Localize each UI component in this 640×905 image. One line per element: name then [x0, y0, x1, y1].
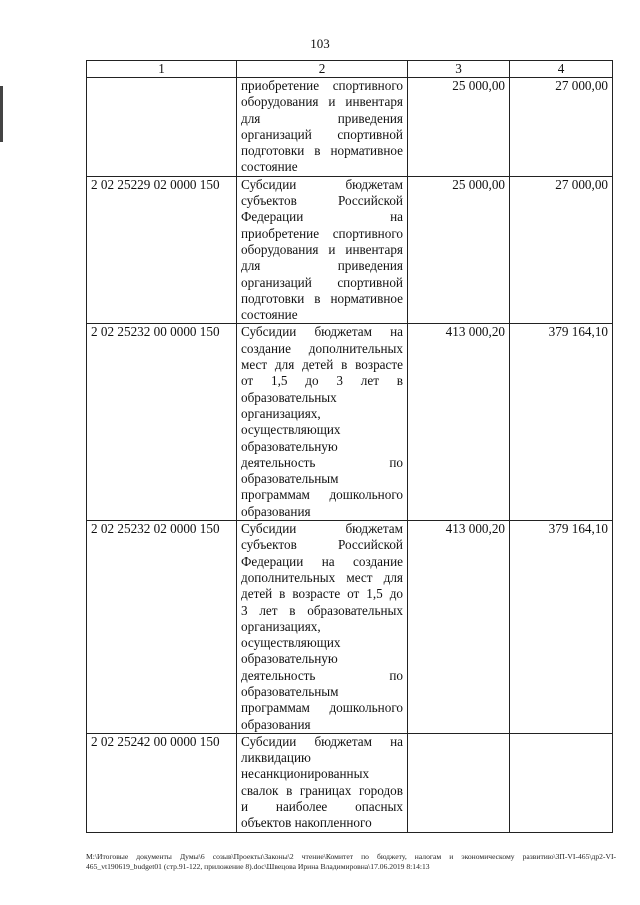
description-line: деятельность по	[241, 667, 403, 683]
description-line: образовательным	[241, 683, 339, 699]
description-line: для приведения	[241, 110, 403, 126]
description-line: от 1,5 до 3 лет в	[241, 373, 403, 389]
amount-col4-cell: 379 164,10	[510, 521, 613, 734]
description-line: объектов накопленного	[241, 815, 372, 831]
amount-col4-cell	[510, 733, 613, 832]
budget-code-cell: 2 02 25232 02 0000 150	[87, 521, 237, 734]
amount-col3-cell: 25 000,00	[408, 78, 510, 177]
description-line: образовательным	[241, 471, 339, 487]
description-line: Субсидии бюджетам	[241, 521, 403, 537]
description-line: ликвидацию	[241, 750, 311, 766]
budget-code-cell	[87, 78, 237, 177]
column-header-2: 2	[237, 61, 408, 78]
description-line: осуществляющих	[241, 635, 341, 651]
margin-mark	[0, 86, 3, 142]
description-cell	[237, 78, 408, 177]
table-row	[87, 324, 613, 521]
description-line: организаций спортивной	[241, 274, 403, 290]
description-line: оборудования и инвентаря	[241, 241, 403, 257]
budget-code-cell: 2 02 25229 02 0000 150	[87, 176, 237, 324]
amount-col4-cell: 27 000,00	[510, 176, 613, 324]
amount-col3-cell: 25 000,00	[408, 176, 510, 324]
budget-code-cell: 2 02 25242 00 0000 150	[87, 733, 237, 832]
amount-col3-cell	[408, 733, 510, 832]
description-line: подготовки в нормативное	[241, 143, 403, 159]
description-line: дополнительных мест для	[241, 569, 403, 585]
description-line: 3 лет в образовательных	[241, 602, 403, 618]
description-line: Субсидии бюджетам	[241, 176, 403, 192]
amount-col4-cell: 27 000,00	[510, 78, 613, 177]
description-line: осуществляющих	[241, 422, 341, 438]
description-line: подготовки в нормативное	[241, 290, 403, 306]
description-line: несанкционированных	[241, 766, 370, 782]
amount-col3-cell: 413 000,20	[408, 324, 510, 521]
description-line: образовательных	[241, 389, 337, 405]
description-line: организациях,	[241, 618, 321, 634]
amount-col4-cell: 379 164,10	[510, 324, 613, 521]
description-line: приобретение спортивного	[241, 78, 403, 93]
description-line: оборудования и инвентаря	[241, 94, 403, 110]
table-header-row	[87, 61, 613, 78]
budget-code-cell: 2 02 25232 00 0000 150	[87, 324, 237, 521]
description-line: создание дополнительных	[241, 340, 403, 356]
description-line: приобретение спортивного	[241, 225, 403, 241]
table-row	[87, 78, 613, 177]
table-row	[87, 733, 613, 832]
description-line: субъектов Российской	[241, 193, 403, 209]
description-line: для приведения	[241, 258, 403, 274]
table-row	[87, 521, 613, 734]
description-line: и наиболее опасных	[241, 799, 403, 815]
description-line: образования	[241, 503, 311, 519]
description-cell	[237, 521, 408, 734]
description-line: Субсидии бюджетам на	[241, 733, 403, 749]
column-header-1: 1	[87, 61, 237, 78]
description-line: образовательную	[241, 651, 338, 667]
file-path-footer: M:\Итоговые документы Думы\6 созыв\Проекты\Законы\2 чтение\Комитет по бюджету, налогам и экономическому развитию\ЗП-VI-465\др2-VI-465_vt190619_budget01 (стр.91-122, приложение 8).doc\Швецова Ирина Владимировна\17.06.2019 8:14:13	[86, 852, 616, 871]
column-header-4: 4	[510, 61, 613, 78]
description-line: деятельность по	[241, 454, 403, 470]
description-line: Федерации на создание	[241, 553, 403, 569]
table-row	[87, 176, 613, 324]
description-line: свалок в границах городов	[241, 782, 403, 798]
column-header-3: 3	[408, 61, 510, 78]
description-line: программам дошкольного	[241, 700, 403, 716]
description-line: Федерации на	[241, 209, 403, 225]
description-line: организаций спортивной	[241, 126, 403, 142]
description-line: Субсидии бюджетам на	[241, 324, 403, 340]
budget-table	[86, 60, 613, 833]
description-line: образовательную	[241, 438, 338, 454]
description-line: детей в возрасте от 1,5 до	[241, 586, 403, 602]
description-line: организациях,	[241, 405, 321, 421]
amount-col3-cell: 413 000,20	[408, 521, 510, 734]
description-line: состояние	[241, 159, 298, 175]
description-line: образования	[241, 716, 311, 732]
description-cell	[237, 733, 408, 832]
description-cell	[237, 324, 408, 521]
description-line: мест для детей в возрасте	[241, 357, 403, 373]
description-line: состояние	[241, 307, 298, 323]
page-number: 103	[310, 36, 330, 51]
description-line: программам дошкольного	[241, 487, 403, 503]
description-line: субъектов Российской	[241, 537, 403, 553]
description-cell	[237, 176, 408, 324]
